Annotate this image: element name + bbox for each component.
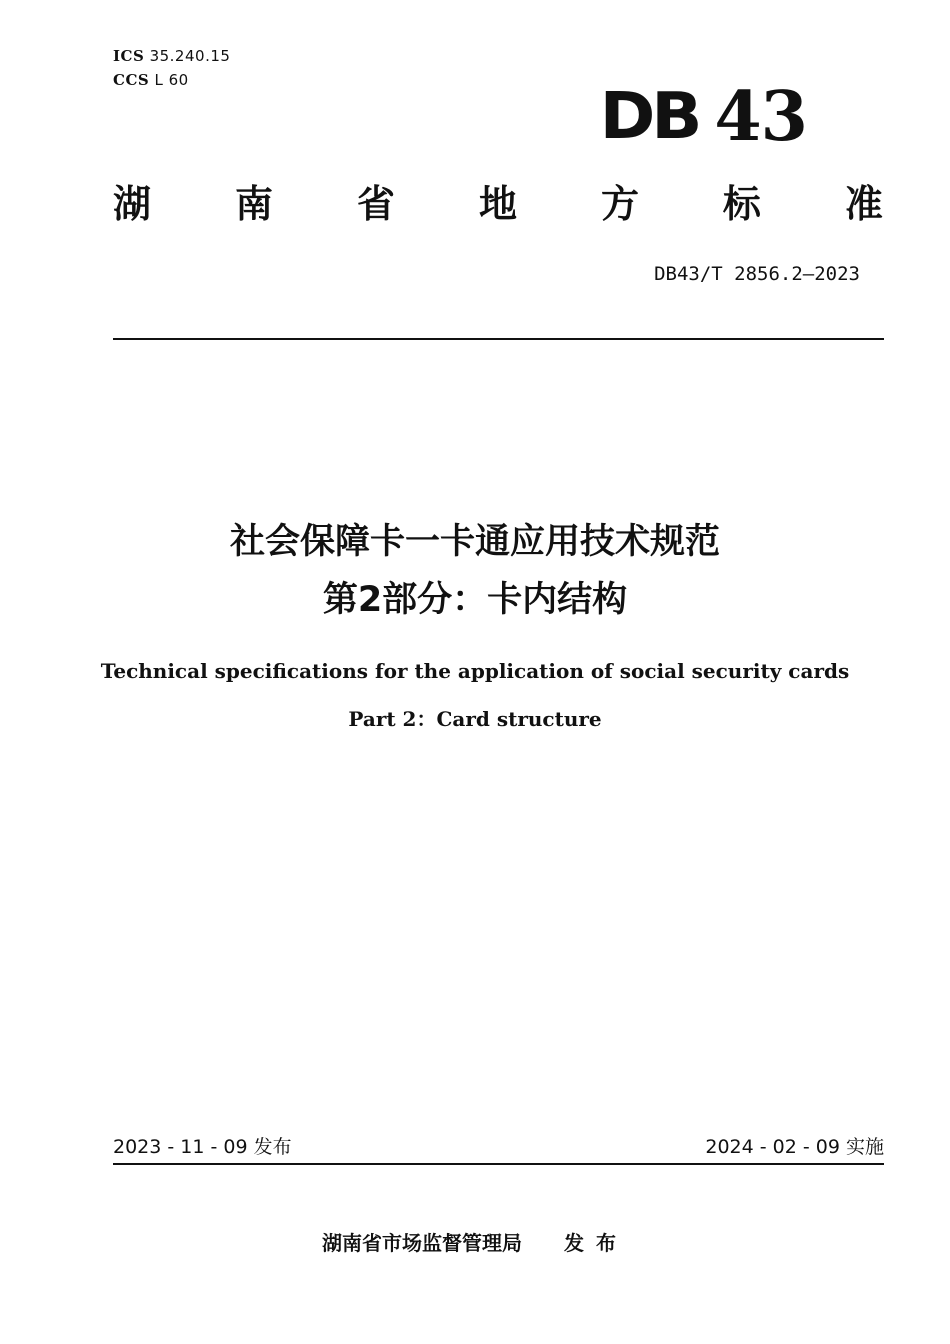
chinese-title-line2: 第2部分：卡内结构	[322, 580, 628, 620]
english-title-line1: Technical specifications for the application of social security cards	[100, 659, 850, 683]
logo-letters: DB	[600, 80, 699, 154]
chinese-title-line1: 社会保障卡一卡通应用技术规范	[229, 522, 720, 562]
standard-type-char: 准	[844, 182, 883, 226]
standard-type-char: 地	[478, 182, 517, 226]
implementation-date: 2024 - 02 - 09 实施	[705, 1136, 884, 1158]
standard-type-char: 标	[722, 182, 761, 226]
ccs-line	[113, 68, 230, 92]
publisher-action: 发布	[564, 1231, 628, 1255]
standard-type-char: 省	[356, 182, 395, 226]
publisher-name: 湖南省市场监督管理局	[322, 1231, 522, 1255]
db43-logo	[600, 77, 807, 157]
bottom-divider	[113, 1163, 884, 1165]
ics-label: ICS	[113, 47, 145, 65]
ccs-value: L 60	[154, 71, 189, 89]
logo-number: 43	[714, 77, 807, 157]
standard-type-char: 湖	[113, 182, 152, 226]
ics-ccs-block	[113, 44, 230, 92]
publisher-line	[0, 1230, 950, 1256]
standard-type-char: 南	[234, 182, 273, 226]
ics-value: 35.240.15	[149, 47, 231, 65]
ccs-label: CCS	[113, 71, 150, 89]
issue-date: 2023 - 11 - 09 发布	[113, 1136, 292, 1158]
standard-code: DB43/T 2856.2—2023	[654, 263, 860, 285]
standard-type-char: 方	[600, 182, 639, 226]
top-divider	[113, 338, 884, 340]
standard-type-heading	[113, 180, 883, 228]
english-title-line2: Part 2：Card structure	[348, 707, 602, 731]
ics-line	[113, 44, 230, 68]
